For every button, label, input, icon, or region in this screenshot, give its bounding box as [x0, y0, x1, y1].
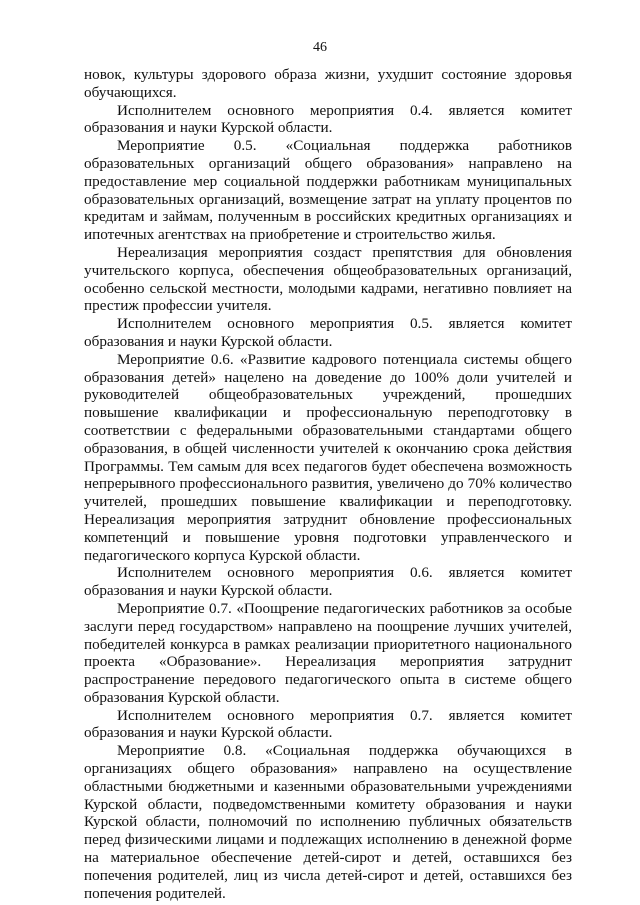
page-number: 46 — [313, 40, 327, 55]
paragraph-measure-0-6: Мероприятие 0.6. «Развитие кадрового потенциала системы общего образования детей» нацелено на доведение до 100% доли учителей и руководителей общеобразовательных учреждений, прошедших повышение квалификации и профессиональную переподготовку в соответствии с федеральными образовательными стандартами общего образования, в общей численности учителей к окончанию срока действия Программы. Тем самым для всех педагогов будет обеспечена возможность непрерывного профессионального развития, увеличено до 70% количество учителей, прошедших повышение квалификации и переподготовку. Нереализация мероприятия затруднит обновление профессиональных компетенций и повышение уровня подготовки управленческого и педагогического корпуса Курской области. — [84, 350, 572, 564]
paragraph-nonrealization-0-5: Нереализация мероприятия создаст препятствия для обновления учительского корпуса, обеспечения общеобразовательных организаций, особенно сельской местности, молодыми кадрами, негативно повлияет на престиж профессии учителя. — [84, 243, 572, 315]
paragraph-executor-0-4: Исполнителем основного мероприятия 0.4. является комитет образования и науки Курской области. — [84, 101, 572, 137]
paragraph-executor-0-5: Исполнителем основного мероприятия 0.5. является комитет образования и науки Курской области. — [84, 315, 572, 350]
paragraph-continuation: новок, культуры здорового образа жизни, ухудшит состояние здоровья обучающихся. — [84, 66, 572, 101]
paragraph-measure-0-5: Мероприятие 0.5. «Социальная поддержка работников образовательных организаций общего образования» направлено на предоставление мер социальной поддержки работникам муниципальных образовательных организаций, возмещение затрат на уплату процентов по кредитам и займам, полученным в российских кредитных организациях и ипотечных агентствах на приобретение и строительство жилья. — [84, 137, 572, 244]
paragraph-measure-0-8: Мероприятие 0.8. «Социальная поддержка обучающихся в организациях общего образования» направлено на осуществление областными бюджетными и казенными образовательными учреждениями Курской области, подведомственными комитету образования и науки Курской области, полномочий по исполнению публичных обязательств перед физическими лицами и подлежащих исполнению в денежной форме на материальное обеспечение детей-сирот и детей, оставшихся без попечения родителей, лиц из числа детей-сирот и детей, оставшихся без попечения родителей. — [84, 742, 572, 902]
document-body — [84, 66, 572, 902]
paragraph-executor-0-7: Исполнителем основного мероприятия 0.7. является комитет образования и науки Курской области. — [84, 706, 572, 742]
paragraph-measure-0-7: Мероприятие 0.7. «Поощрение педагогических работников за особые заслуги перед государством» направлено на поощрение лучших учителей, победителей конкурса в рамках реализации приоритетного национального проекта «Образование». Нереализация мероприятия затруднит распространение передового педагогического опыта в системе общего образования Курской области. — [84, 599, 572, 706]
paragraph-executor-0-6: Исполнителем основного мероприятия 0.6. является комитет образования и науки Курской области. — [84, 564, 572, 600]
